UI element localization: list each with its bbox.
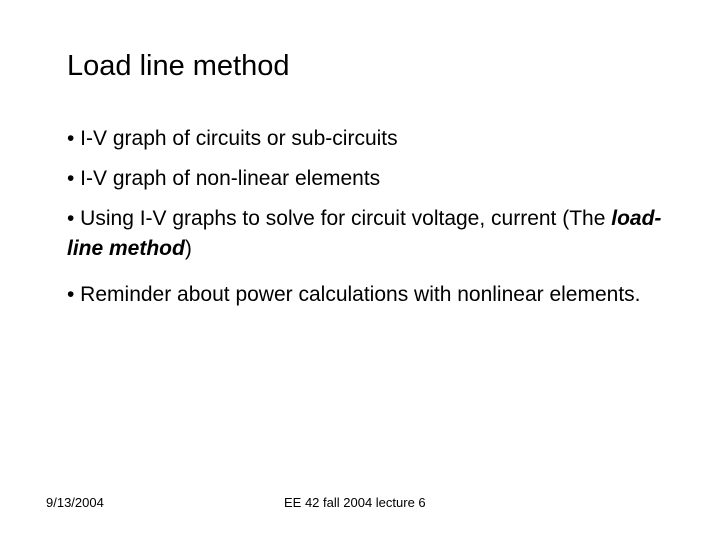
bullet-list — [67, 124, 667, 322]
bullet-text: • Using I-V graphs to solve for circuit voltage, current (The — [67, 207, 612, 230]
slide-title: Load line method — [67, 50, 290, 82]
bullet-item — [67, 204, 667, 264]
footer-course: EE 42 fall 2004 lecture 6 — [284, 495, 426, 510]
bullet-item: • Reminder about power calculations with nonlinear elements. — [67, 283, 641, 306]
bullet-text-end: ) — [184, 237, 192, 260]
footer-date: 9/13/2004 — [46, 495, 104, 510]
bullet-item: • I-V graph of non-linear elements — [67, 167, 381, 190]
emphasis-text: load-line method — [67, 207, 662, 260]
bullet-item: • I-V graph of circuits or sub-circuits — [67, 127, 398, 150]
